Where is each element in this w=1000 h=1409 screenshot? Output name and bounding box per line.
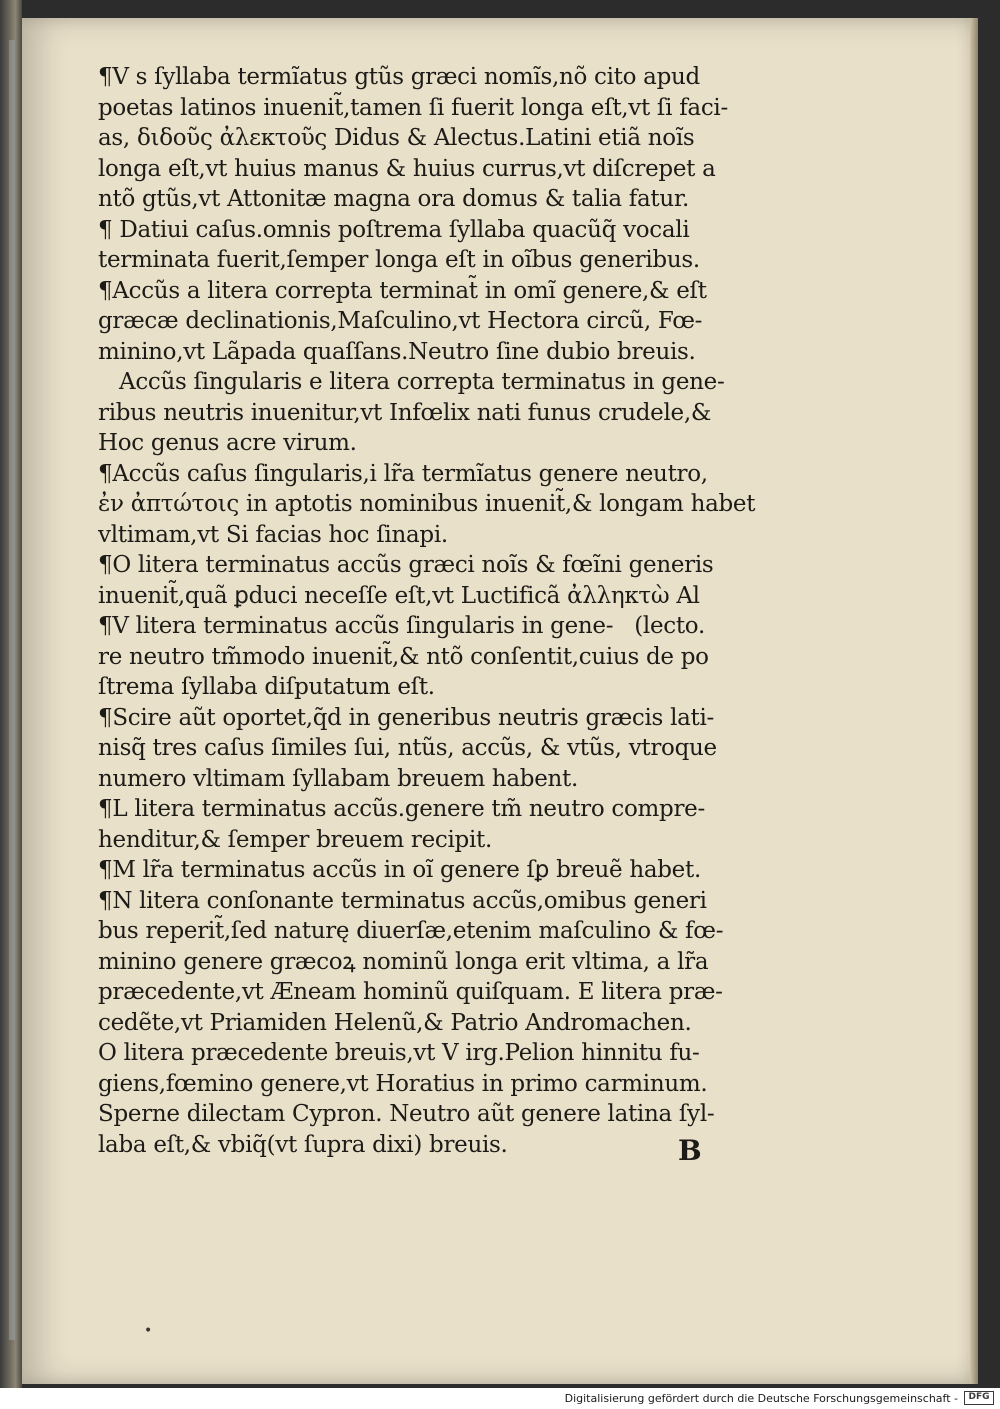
text-line: minino genere græcoꝝ nominũ longa erit vltima, a lr̃a (98, 948, 709, 975)
text-line: ¶M lr̃a terminatus accũs in oĩ genere ſꝑ breuẽ habet. (98, 857, 701, 883)
text-line: vltimam,vt Si facias hoc ſinapi. (98, 521, 448, 548)
text-line: bus reperit̃,ſed naturę diuerſæ,etenim maſculino & fœ- (98, 918, 724, 944)
page-edge-shadow (970, 18, 978, 1384)
text-line: ¶Accũs caſus ſingularis,i lr̃a termĩatus genere neutro, (98, 460, 708, 487)
text-line: inuenit̃,quã ꝑduci neceſſe eſt,vt Luctificã ἀλληκτὼ Al (98, 582, 700, 609)
text-line: re neutro tm̃modo inuenit̃,& ntõ conſentit,cuius de po (98, 643, 709, 670)
text-line: ſtrema ſyllaba diſputatum eſt. (98, 674, 435, 700)
text-line: ¶V s ſyllaba termĩatus gtũs græci nomĩs,nõ cito apud (98, 64, 700, 90)
page-text-block (98, 62, 758, 1160)
text-line: Accũs ſingularis e litera correpta terminatus in gene- (98, 369, 725, 395)
text-line: græcæ declinationis,Maſculino,vt Hectora circũ, Fœ- (98, 308, 703, 334)
text-line: giens,fœmino genere,vt Horatius in primo carminum. (98, 1070, 708, 1097)
text-line: ¶V litera terminatus accũs ſingularis in gene- (lecto. (98, 613, 705, 639)
text-line: ¶Accũs a litera correpta terminat̃ in omĩ genere,& eſt (98, 277, 707, 304)
text-line: Hoc genus acre virum. (98, 430, 357, 456)
text-line: terminata fuerit,ſemper longa eſt in oĩbus generibus. (98, 247, 700, 273)
text-line: longa eſt,vt huius manus & huius currus,vt diſcrepet a (98, 155, 716, 182)
text-line: ¶N litera conſonante terminatus accũs,omibus generi (98, 887, 707, 914)
digitization-footer (0, 1388, 1000, 1409)
text-line: ¶L litera terminatus accũs.genere tm̃ neutro compre- (98, 796, 705, 822)
ink-speck: • (144, 1323, 153, 1339)
text-line: laba eſt,& vbiq̃(vt ſupra dixi) breuis. (98, 1131, 508, 1158)
text-line: minino,vt Lãpada quaſſans.Neutro ſine dubio breuis. (98, 338, 696, 365)
text-line: nisq̃ tres caſus ſimiles ſui, ntũs, accũs, & vtũs, vtroque (98, 735, 717, 761)
footer-credit: Digitalisierung gefördert durch die Deutsche Forschungsgemeinschaft - (564, 1392, 958, 1405)
text-line: cedẽte,vt Priamiden Helenũ,& Patrio Andromachen. (98, 1009, 692, 1036)
text-line: ntõ gtũs,vt Attonitæ magna ora domus & talia fatur. (98, 186, 690, 212)
text-line: as, διδοῦς ἀλεκτοῦς Didus & Alectus.Latini etiã noĩs (98, 125, 695, 151)
text-line: ribus neutris inuenitur,vt Infœlix nati funus crudele,& (98, 399, 712, 426)
dfg-logo: DFG (964, 1391, 994, 1405)
signature-mark: B (678, 1134, 702, 1167)
text-line: ¶O litera terminatus accũs græci noĩs & fœĩni generis (98, 552, 714, 578)
cover-binding-strip (9, 40, 15, 1340)
text-line: ¶ Datiui caſus.omnis poſtrema ſyllaba quacũq̃ vocali (98, 216, 690, 243)
text-line: poetas latinos inuenit̃,tamen ſi fuerit longa eſt,vt ſi faci- (98, 94, 728, 121)
text-line: ἐν ἀπτώτοις in aptotis nominibus inuenit̃,& longam habet (98, 491, 756, 517)
text-line: præcedente,vt Æneam hominũ quiſquam. E litera præ- (98, 979, 723, 1005)
text-line: numero vltimam ſyllabam breuem habent. (98, 765, 578, 792)
text-line: O litera præcedente breuis,vt V irg.Pelion hinnitu fu- (98, 1040, 700, 1066)
book-cover-edge (0, 0, 22, 1388)
text-line: henditur,& ſemper breuem recipit. (98, 826, 492, 853)
text-line: ¶Scire aũt oportet,q̃d in generibus neutris græcis lati- (98, 704, 715, 731)
text-line: Sperne dilectam Cypron. Neutro aũt genere latina ſyl- (98, 1101, 715, 1127)
